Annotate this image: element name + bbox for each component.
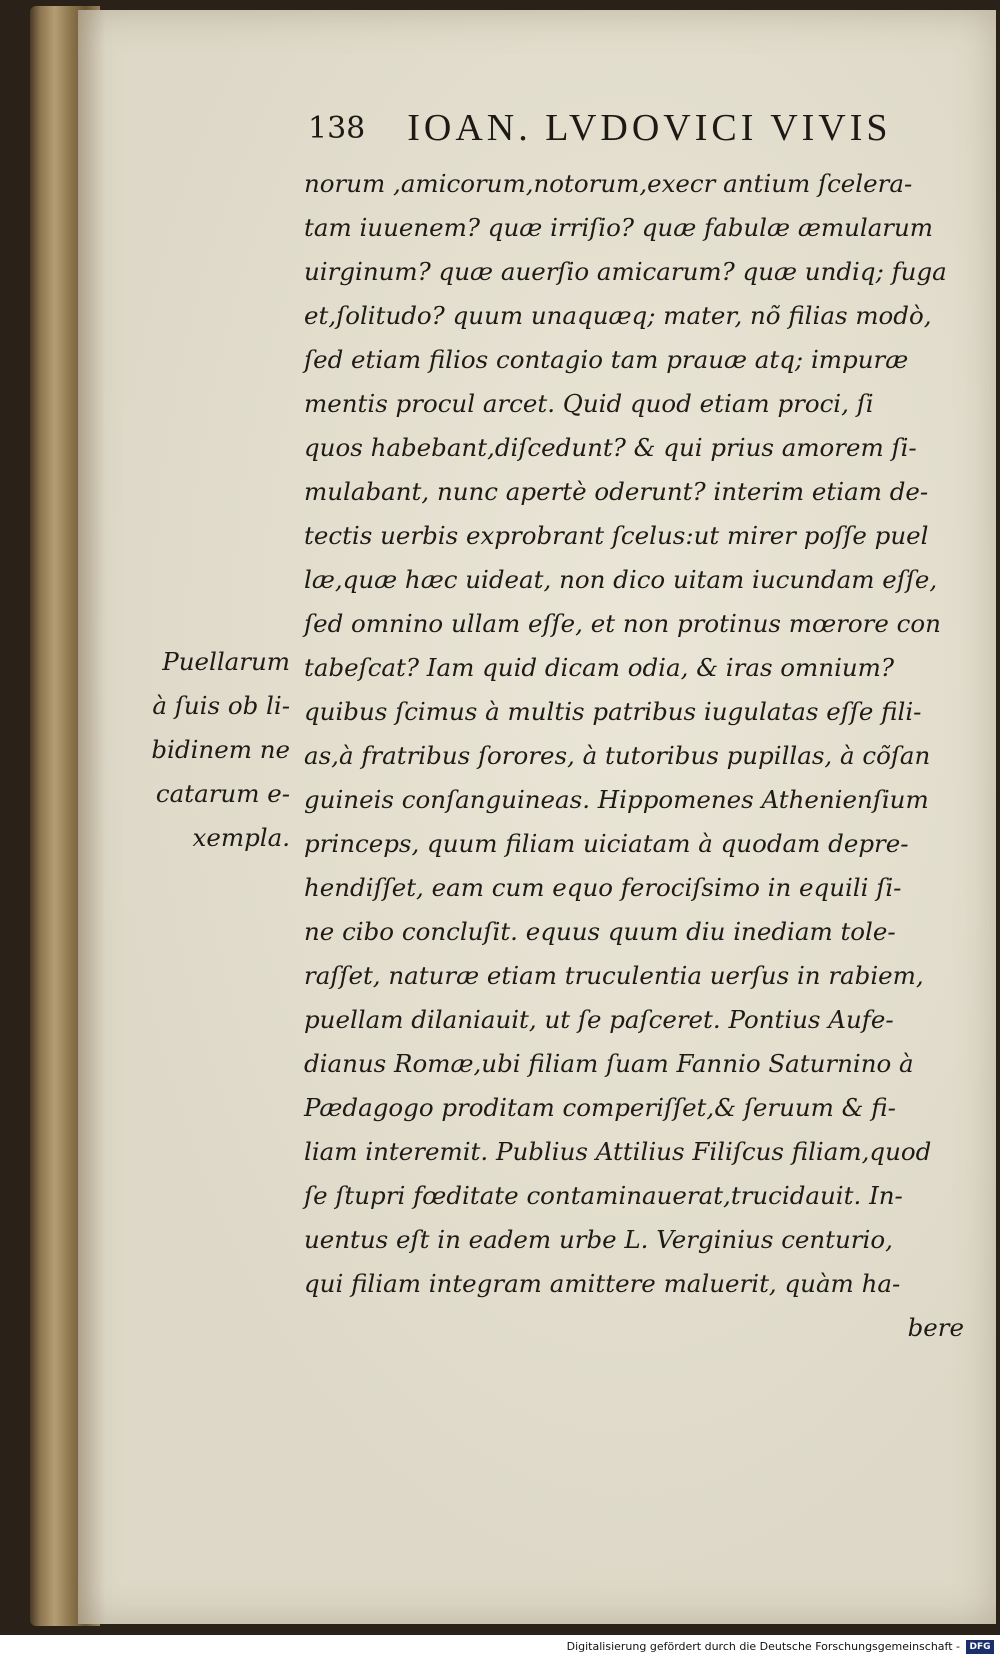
text-line: quos habebant,diſcedunt? & qui prius amorem ſi- xyxy=(304,433,917,462)
running-title: IOAN. LVDOVICI VIVIS xyxy=(407,107,892,149)
text-line: ne cibo concluſit. equus quum diu inediam tole- xyxy=(304,917,896,946)
text-line: raſſet, naturæ etiam truculentia uerſus in rabiem, xyxy=(304,961,924,990)
credit-text: Digitalisierung gefördert durch die Deutsche Forschungsgemeinschaft - xyxy=(566,1640,960,1653)
marginal-note-line: catarum e- xyxy=(155,779,290,808)
text-line: tectis uerbis exprobrant ſcelus:ut mirer poſſe puel xyxy=(304,521,929,550)
marginal-note-line: xempla. xyxy=(192,823,290,852)
text-line: princeps, quum filiam uiciatam à quodam depre- xyxy=(304,829,909,858)
text-line: ſe ſtupri fœditate contaminauerat,trucidauit. In- xyxy=(304,1181,903,1210)
text-line: uirginum? quæ auerſio amicarum? quæ undiq; fuga xyxy=(304,257,947,286)
text-line: norum ,amicorum,notorum,execr antium ſcelera- xyxy=(304,169,913,198)
text-line: tabeſcat? Iam quid dicam odia, & iras omnium? xyxy=(304,653,895,682)
catchword: bere xyxy=(907,1313,964,1342)
marginal-note-line: Puellarum xyxy=(162,647,290,676)
page-number: 138 xyxy=(308,110,366,146)
text-line: quibus ſcimus à multis patribus iugulatas eſſe fili- xyxy=(304,697,922,726)
text-line: mulabant, nunc apertè oderunt? interim etiam de- xyxy=(304,477,929,506)
text-line: ſed etiam filios contagio tam prauæ atq; impuræ xyxy=(304,345,909,374)
text-line: liam interemit. Publius Attilius Filiſcus filiam,quod xyxy=(304,1137,932,1166)
text-line: uentus eſt in eadem urbe L. Verginius centurio, xyxy=(304,1225,893,1254)
text-line: as,à fratribus ſorores, à tutoribus pupillas, à cõſan xyxy=(304,741,931,770)
digitization-credit xyxy=(0,1635,1000,1659)
text-line: guineis conſanguineas. Hippomenes Athenienſium xyxy=(304,785,929,814)
text-line: puellam dilaniauit, ut ſe paſceret. Pontius Aufe- xyxy=(304,1005,894,1034)
text-line: ſed omnino ullam eſſe, et non protinus mœrore con xyxy=(304,609,941,638)
dfg-logo: DFG xyxy=(966,1640,994,1654)
text-line: hendiſſet, eam cum equo ferociſsimo in equili ſi- xyxy=(304,873,902,902)
marginal-note-line: bidinem ne xyxy=(151,735,290,764)
text-line: Pædagogo proditam comperiſſet,& ſeruum & fi- xyxy=(304,1093,896,1122)
text-line: tam iuuenem? quæ irriſio? quæ fabulæ æmularum xyxy=(304,213,934,242)
marginal-note-line: à ſuis ob li- xyxy=(152,691,290,720)
page-header xyxy=(308,103,910,153)
text-line: læ,quæ hæc uideat, non dico uitam iucundam eſſe, xyxy=(304,565,938,594)
marginal-note xyxy=(140,640,290,860)
text-line: et,ſolitudo? quum unaquæq; mater, nõ filias modò, xyxy=(304,301,932,330)
text-line: dianus Romæ,ubi filiam ſuam Fannio Saturnino à xyxy=(304,1049,914,1078)
text-line: qui filiam integram amittere maluerit, quàm ha- xyxy=(304,1269,901,1298)
body-text xyxy=(304,162,964,1350)
text-line: mentis procul arcet. Quid quod etiam proci, ſi xyxy=(304,389,874,418)
